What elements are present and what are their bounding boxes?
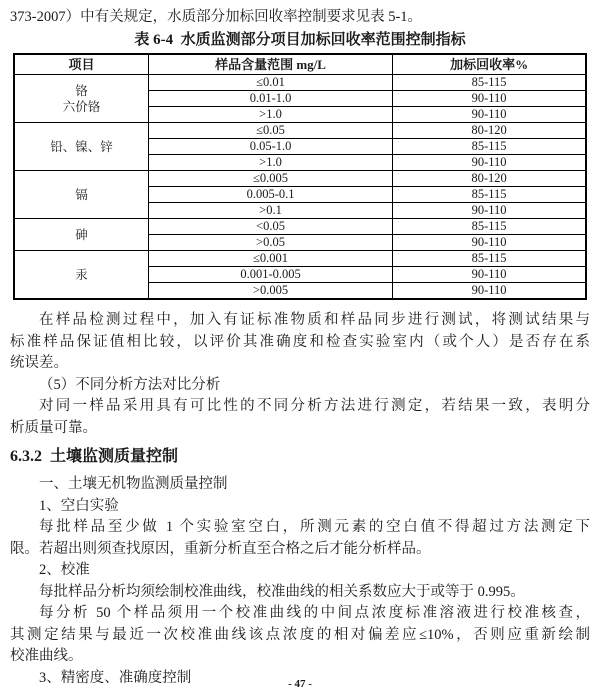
table-header-row [14, 54, 586, 75]
sample-range-cell: >0.1 [148, 203, 392, 219]
recovery-rate-cell: 80-120 [393, 123, 586, 139]
recovery-rate-cell: 90-110 [393, 267, 586, 283]
table-row [14, 251, 586, 267]
table-title: 表 6-4 水质监测部分项目加标回收率范围控制指标 [134, 32, 466, 48]
paragraph-line: 标准样品保证值相比较，以评价其准确度和检查实验室内（或个人）是否存在系 [10, 333, 590, 350]
body-content [10, 310, 590, 689]
sample-range-cell: 0.01-1.0 [148, 91, 392, 107]
paragraph [10, 396, 590, 439]
recovery-rate-cell: 85-115 [393, 251, 586, 267]
paragraph-line: 每批样品分析均须绘制校准曲线，校准曲线的相关系数应大于或等于 0.995。 [39, 583, 525, 600]
sample-range-cell: 0.05-1.0 [148, 139, 392, 155]
sample-range-cell: ≤0.05 [148, 123, 392, 139]
intro-paragraph-line: 373-2007）中有关规定，水质部分加标回收率控制要求见表 5-1。 [10, 9, 423, 25]
recovery-rate-cell: 90-110 [393, 283, 586, 300]
paragraph-line: （5）不同分析方法对比分析 [39, 376, 221, 393]
sample-range-cell: >1.0 [148, 155, 392, 171]
paragraph-line: 其测定结果与最近一次校准曲线该点浓度的相对偏差应≤10%，否则应重新绘制 [10, 626, 590, 643]
table-row [14, 123, 586, 139]
item-cell: 镉 [14, 171, 148, 219]
item-cell: 铬 六价铬 [14, 75, 148, 123]
recovery-rate-cell: 90-110 [393, 235, 586, 251]
table-row [14, 219, 586, 235]
paragraph-line: 统误差。 [10, 355, 68, 371]
paragraph-line: 校准曲线。 [10, 648, 83, 664]
sample-range-cell: >1.0 [148, 107, 392, 123]
sample-range-cell: ≤0.01 [148, 75, 392, 91]
paragraph [10, 582, 590, 604]
recovery-rate-cell: 90-110 [393, 91, 586, 107]
recovery-rate-cell: 90-110 [393, 203, 586, 219]
paragraph-line: 每分析 50 个样品须用一个校准曲线的中间点浓度标准溶液进行校准核查， [39, 605, 590, 621]
recovery-control-table [13, 53, 587, 300]
paragraph [10, 496, 590, 518]
sample-range-cell: 0.001-0.005 [148, 267, 392, 283]
recovery-rate-cell: 90-110 [393, 155, 586, 171]
sample-range-cell: >0.05 [148, 235, 392, 251]
paragraph [10, 474, 590, 496]
sample-range-cell: ≤0.005 [148, 171, 392, 187]
recovery-rate-cell: 90-110 [393, 107, 586, 123]
column-header-item: 项目 [14, 54, 148, 75]
table-row [14, 75, 586, 91]
paragraph-line: 3、精密度、准确度控制 [39, 669, 192, 686]
paragraph-line: 限。若超出则须查找原因，重新分析直至合格之后才能分析样品。 [10, 540, 431, 557]
recovery-rate-cell: 80-120 [393, 171, 586, 187]
sample-range-cell: 0.005-0.1 [148, 187, 392, 203]
paragraph-line: 2、校准 [39, 562, 90, 578]
paragraph-line: 1、空白实验 [39, 497, 119, 514]
table-row [14, 171, 586, 187]
paragraph-line: 对同一样品采用具有可比性的不同分析方法进行测定，若结果一致，表明分 [39, 398, 590, 414]
paragraph-line: 在样品检测过程中，加入有证标准物质和样品同步进行测试，将测试结果与 [39, 312, 590, 328]
item-cell: 砷 [14, 219, 148, 251]
sample-range-cell: >0.005 [148, 283, 392, 300]
column-header-recovery-rate: 加标回收率% [393, 54, 586, 75]
paragraph-line: 析质量可靠。 [10, 419, 97, 436]
page-number: - 47 - [288, 678, 312, 690]
item-cell: 汞 [14, 251, 148, 300]
paragraph-line: 每批样品至少做 1 个实验室空白，所测元素的空白值不得超过方法测定下 [39, 519, 590, 535]
recovery-rate-cell: 85-115 [393, 75, 586, 91]
section-heading: 6.3.2 土壤监测质量控制 [10, 448, 179, 465]
paragraph [10, 560, 590, 582]
recovery-rate-cell: 85-115 [393, 187, 586, 203]
sample-range-cell: ≤0.001 [148, 251, 392, 267]
sample-range-cell: <0.05 [148, 219, 392, 235]
column-header-sample-range: 样品含量范围 mg/L [148, 54, 392, 75]
paragraph [10, 517, 590, 560]
paragraph [10, 603, 590, 668]
item-cell: 铅、镍、锌 [14, 123, 148, 171]
recovery-rate-cell: 85-115 [393, 219, 586, 235]
paragraph [10, 310, 590, 375]
paragraph [10, 375, 590, 397]
paragraph-line: 一、土壤无机物监测质量控制 [39, 476, 228, 492]
recovery-rate-cell: 85-115 [393, 139, 586, 155]
